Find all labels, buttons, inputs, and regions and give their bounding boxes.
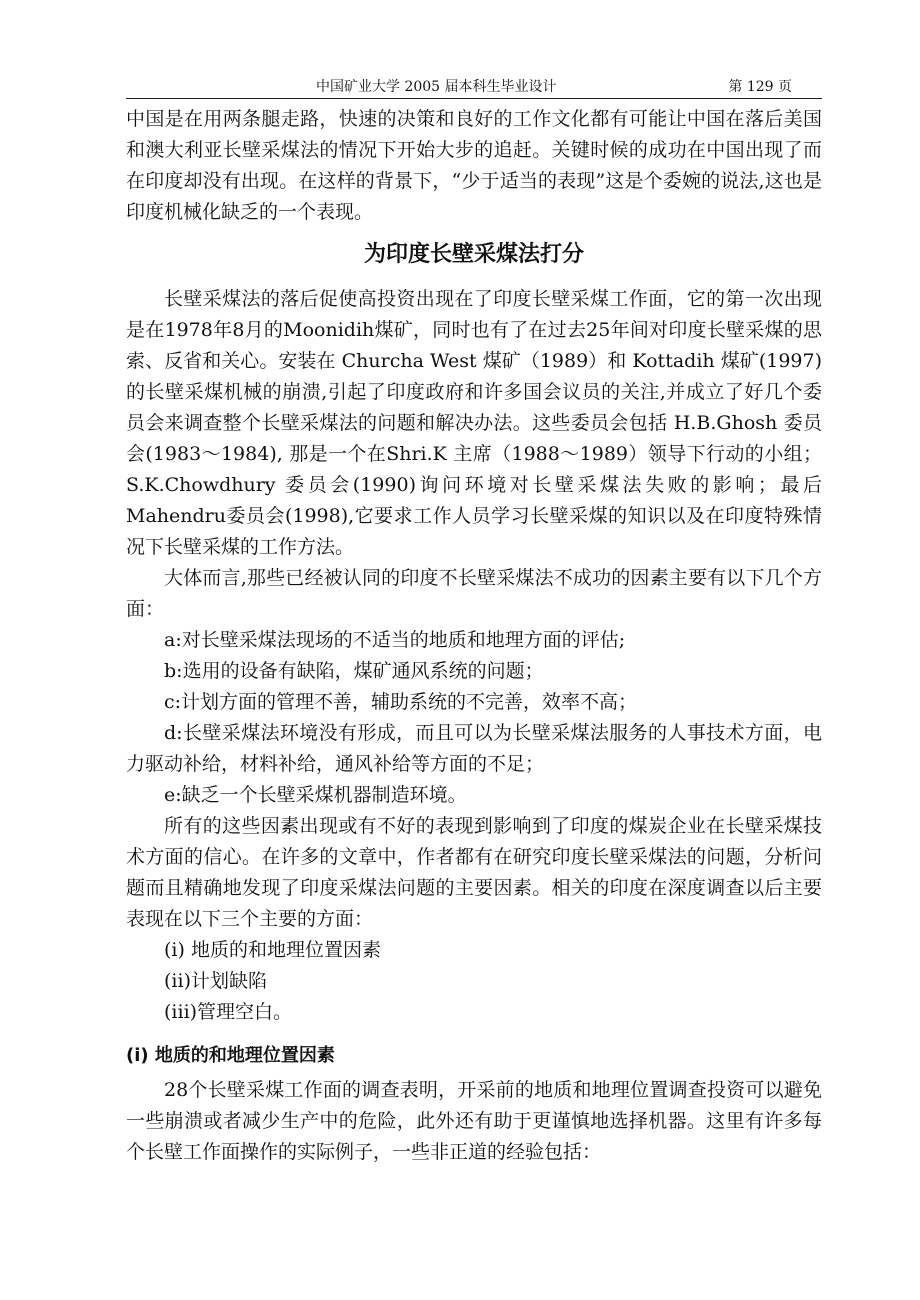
paragraph-4: 28个长壁采煤工作面的调查表明，开采前的地质和地理位置调查投资可以避免一些崩溃或者减少生产中的危险，此外还有助于更谨慎地选择机器。这里有许多每个长壁工作面操作的实际例子，一些非正道的经验包括：: [126, 1079, 822, 1163]
page-header: [126, 76, 822, 99]
paragraph-2: 大体而言,那些已经被认同的印度不长壁采煤法不成功的因素主要有以下几个方面：: [126, 567, 822, 620]
factor-d: d:长壁采煤法环境没有形成，而且可以为长壁采煤法服务的人事技术方面，电力驱动补给，材料补给，通风补给等方面的不足；: [126, 722, 822, 775]
section-title: 为印度长壁采煤法打分: [363, 242, 584, 267]
subheading: (i) 地质的和地理位置因素: [126, 1045, 335, 1066]
paragraph-1: 长壁采煤法的落后促使高投资出现在了印度长壁采煤工作面，它的第一次出现是在1978年8月的Moonidih煤矿，同时也有了在过去25年间对印度长壁采煤的思索、反省和关心。安装在 Churcha West 煤矿（1989）和 Kottadih 煤矿(1997)的长壁采煤机械的崩溃,引起了印度政府和许多国会议员的关注,并成立了好几个委员会来调查整个长壁采煤法的问题和解决办法。这些委员会包括 H.B.Ghosh 委员会(1983～1984), 那是一个在Shri.K 主席（1988～1989）领导下行动的小组；S.K.Chowdhury 委员会(1990)询问环境对长壁采煤法失败的影响；最后Mahendru委员会(1998),它要求工作人员学习长壁采煤的知识以及在印度特殊情况下长壁采煤的工作方法。: [126, 288, 822, 558]
paragraph-3: 所有的这些因素出现或有不好的表现到影响到了印度的煤炭企业在长壁采煤技术方面的信心。在许多的文章中，作者都有在研究印度长壁采煤法的问题，分析问题而且精确地发现了印度采煤法问题的主要因素。相关的印度在深度调查以后主要表现在以下三个主要的方面：: [126, 815, 822, 930]
factor-a: a:对长壁采煤法现场的不适当的地质和地理方面的评估;: [164, 629, 626, 651]
header-title: 中国矿业大学 2005 届本科生毕业设计: [316, 79, 557, 95]
factor-e: e:缺乏一个长壁采煤机器制造环境。: [164, 784, 467, 806]
intro-paragraph: 中国是在用两条腿走路，快速的决策和良好的工作文化都有可能让中国在落后美国和澳大利亚长壁采煤法的情况下开始大步的追赶。关键时候的成功在中国出现了而在印度却没有出现。在这样的背景下，“少于适当的表现”这是个委婉的说法,这也是印度机械化缺乏的一个表现。: [126, 108, 822, 223]
header-page-number: 第 129 页: [728, 79, 792, 95]
factor-c: c:计划方面的管理不善，辅助系统的不完善，效率不高；: [164, 691, 638, 713]
aspect-ii: (ii)计划缺陷: [164, 970, 267, 992]
aspect-i: (i) 地质的和地理位置因素: [164, 939, 381, 961]
page-content: [126, 104, 822, 1168]
factor-b: b:选用的设备有缺陷，煤矿通风系统的问题；: [164, 660, 544, 682]
aspect-iii: (iii)管理空白。: [164, 1001, 293, 1023]
